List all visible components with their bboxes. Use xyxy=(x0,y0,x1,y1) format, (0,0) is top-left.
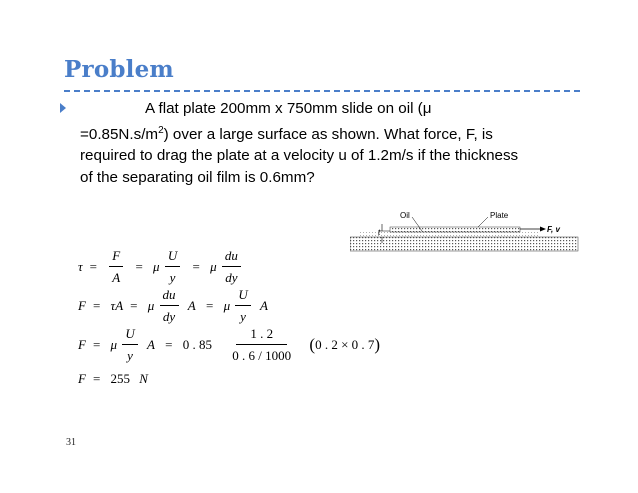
problem-line-2: $=0.85N.s/m^2$) over a large surface as shown. What force, F, is xyxy=(80,124,493,143)
slide-title: Problem xyxy=(64,56,174,83)
force-label: F, v xyxy=(547,225,560,234)
equation-result: F = 255 N xyxy=(78,371,148,387)
plate-oil-diagram xyxy=(350,210,580,260)
slide-number: 31 xyxy=(66,437,76,448)
surface xyxy=(350,237,578,251)
oil-label: Oil xyxy=(400,211,410,220)
plate xyxy=(390,227,520,232)
problem-line-3: required to drag the plate at a velocity u of 1.2m/s if the thickness xyxy=(80,147,519,165)
title-divider xyxy=(64,90,580,92)
equation-shear-stress: τ = $\frac{F}{A}$ = μ $\frac{U}{y}$ = μ $\frac{du}{dy}$ xyxy=(78,248,243,286)
problem-statement xyxy=(80,98,570,188)
plate-label: Plate xyxy=(490,211,509,220)
equation-force: F = τA = μ $\frac{du}{dy}$ A = μ $\frac{U}{y}$ A xyxy=(78,287,268,324)
problem-line-4: of the separating oil film is 0.6mm? xyxy=(80,168,315,186)
thickness-label: t xyxy=(378,228,381,237)
problem-line-1: A flat plate 200mm x 750mm slide on oil (μ xyxy=(145,100,432,117)
equation-substitution: F = μ $\frac{U}{y}$ A = 0 . 85 $\frac{1 . 2}{0 . 6 / 1000}$ (0 . 2 × 0 . 7) xyxy=(78,326,381,363)
bullet-arrow-icon xyxy=(60,103,66,113)
